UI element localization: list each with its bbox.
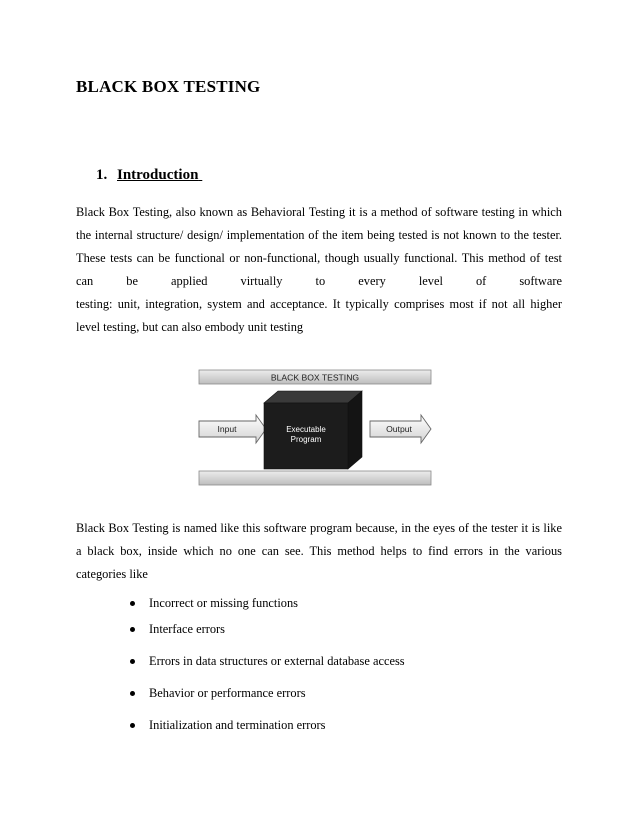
- list-item-text: Incorrect or missing functions: [149, 596, 298, 610]
- bullet-icon: [130, 601, 135, 606]
- bullet-icon: [130, 627, 135, 632]
- bullet-icon: [130, 723, 135, 728]
- output-arrow: [370, 415, 431, 443]
- section-heading: [96, 167, 202, 184]
- input-arrow: [199, 415, 266, 443]
- input-label: Input: [217, 424, 237, 434]
- intro-paragraph: [76, 201, 562, 339]
- bullet-icon: [130, 691, 135, 696]
- paragraph-line: a black box, inside which no one can see. This method helps to find errors in the various: [76, 544, 562, 558]
- bottom-banner: [199, 471, 431, 485]
- paragraph-line: These tests can be functional or non-functional, though usually functional. This method of test: [76, 251, 562, 265]
- paragraph-line: level testing, but can also embody unit testing: [76, 320, 304, 334]
- paragraph-line: Black Box Testing, also known as Behavioral Testing it is a method of software testing in which: [76, 205, 562, 219]
- paragraph-line: can be applied virtually to every level of software: [76, 274, 562, 288]
- output-label: Output: [386, 424, 412, 434]
- list-item-text: Initialization and termination errors: [149, 718, 326, 732]
- paragraph-line: testing: unit, integration, system and acceptance. It typically comprises most if not all higher: [76, 297, 562, 311]
- banner-label: BLACK BOX TESTING: [270, 372, 360, 383]
- section-number: 1.: [96, 167, 108, 183]
- box-label-line2: Program: [290, 435, 322, 444]
- description-paragraph: [76, 517, 562, 586]
- list-item-text: Behavior or performance errors: [149, 686, 306, 700]
- box-label-line1: Executable: [286, 425, 326, 434]
- black-box-diagram: [198, 364, 432, 488]
- section-label: Introduction: [117, 167, 199, 183]
- bullet-icon: [130, 659, 135, 664]
- top-banner: [199, 370, 431, 384]
- paragraph-line: categories like: [76, 567, 148, 581]
- paragraph-line: the internal structure/ design/ implementation of the item being tested is not known to the tester.: [76, 228, 562, 242]
- executable-box: [264, 391, 362, 469]
- document-title: BLACK BOX TESTING: [76, 77, 261, 96]
- list-item-text: Interface errors: [149, 622, 226, 636]
- paragraph-line: Black Box Testing is named like this software program because, in the eyes of the tester it is like: [76, 521, 562, 535]
- list-item-text: Errors in data structures or external database access: [149, 654, 405, 668]
